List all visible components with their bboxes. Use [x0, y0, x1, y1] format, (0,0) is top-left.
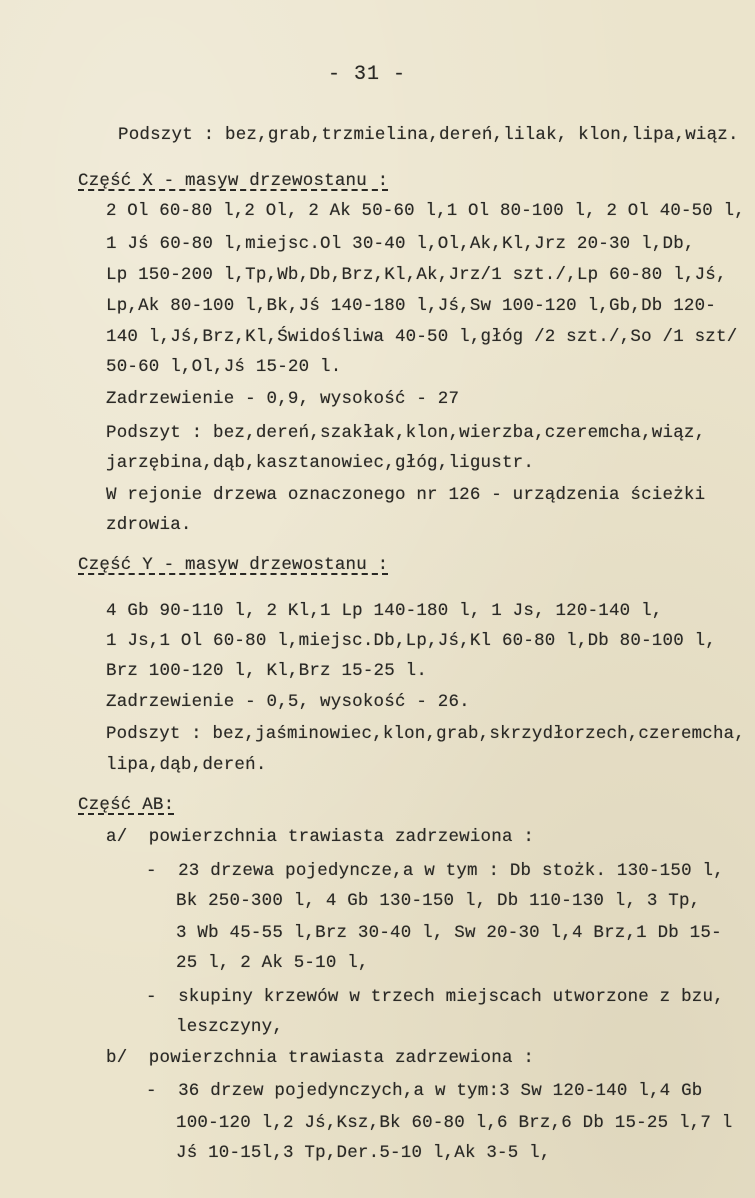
text-line: 4 Gb 90-110 l, 2 Kl,1 Lp 140-180 l, 1 Js, 120-140 l,: [106, 601, 663, 621]
text-line: 50-60 l,Ol,Jś 15-20 l.: [106, 357, 342, 377]
text-line: Podszyt : bez,dereń,szakłak,klon,wierzba,czeremcha,wiąz,: [106, 423, 706, 443]
text-line: leszczyny,: [176, 1017, 284, 1037]
text-line: Lp,Ak 80-100 l,Bk,Jś 140-180 l,Jś,Sw 100-120 l,Gb,Db 120-: [106, 296, 716, 316]
text-line: Podszyt : bez,jaśminowiec,klon,grab,skrzydłorzech,czeremcha,: [106, 724, 745, 744]
page-number: - 31 -: [328, 63, 407, 86]
section-heading-ab: Część AB:: [78, 795, 175, 815]
text-line: Lp 150-200 l,Tp,Wb,Db,Brz,Kl,Ak,Jrz/1 szt./,Lp 60-80 l,Jś,: [106, 265, 727, 285]
text-line: Zadrzewienie - 0,9, wysokość - 27: [106, 389, 460, 409]
text-line: 25 l, 2 Ak 5-10 l,: [176, 953, 369, 973]
text-line: W rejonie drzewa oznaczonego nr 126 - urządzenia ścieżki: [106, 485, 706, 505]
text-line: 1 Jś 60-80 l,miejsc.Ol 30-40 l,Ol,Ak,Kl,Jrz 20-30 l,Db,: [106, 234, 695, 254]
text-line: zdrowia.: [106, 515, 192, 535]
list-item-a: a/ powierzchnia trawiasta zadrzewiona :: [106, 827, 535, 847]
text-line: 100-120 l,2 Jś,Ksz,Bk 60-80 l,6 Brz,6 Db 15-25 l,7 l: [176, 1113, 733, 1133]
text-line: Jś 10-15l,3 Tp,Der.5-10 l,Ak 3-5 l,: [176, 1143, 551, 1163]
bullet-line: - skupiny krzewów w trzech miejscach utworzone z bzu,: [146, 987, 724, 1007]
text-line: Bk 250-300 l, 4 Gb 130-150 l, Db 110-130 l, 3 Tp,: [176, 891, 701, 911]
text-line: Brz 100-120 l, Kl,Brz 15-25 l.: [106, 661, 428, 681]
text-line: 2 Ol 60-80 l,2 Ol, 2 Ak 50-60 l,1 Ol 80-100 l, 2 Ol 40-50 l,: [106, 201, 745, 221]
text-line: Zadrzewienie - 0,5, wysokość - 26.: [106, 692, 470, 712]
list-item-b: b/ powierzchnia trawiasta zadrzewiona :: [106, 1048, 535, 1068]
text-line: lipa,dąb,dereń.: [106, 755, 267, 775]
section-heading-y: Część Y - masyw drzewostanu :: [78, 555, 389, 575]
text-line: 1 Js,1 Ol 60-80 l,miejsc.Db,Lp,Jś,Kl 60-80 l,Db 80-100 l,: [106, 631, 716, 651]
text-line: Podszyt : bez,grab,trzmielina,dereń,lilak, klon,lipa,wiąz.: [118, 125, 739, 145]
text-line: 140 l,Jś,Brz,Kl,Świdośliwa 40-50 l,głóg /2 szt./,So /1 szt/: [106, 327, 738, 347]
text-line: 3 Wb 45-55 l,Brz 30-40 l, Sw 20-30 l,4 Brz,1 Db 15-: [176, 923, 722, 943]
text-line: jarzębina,dąb,kasztanowiec,głóg,ligustr.: [106, 453, 535, 473]
bullet-line: - 23 drzewa pojedyncze,a w tym : Db stożk. 130-150 l,: [146, 861, 724, 881]
section-heading-x: Część X - masyw drzewostanu :: [78, 171, 389, 191]
bullet-line: - 36 drzew pojedynczych,a w tym:3 Sw 120-140 l,4 Gb: [146, 1081, 703, 1101]
